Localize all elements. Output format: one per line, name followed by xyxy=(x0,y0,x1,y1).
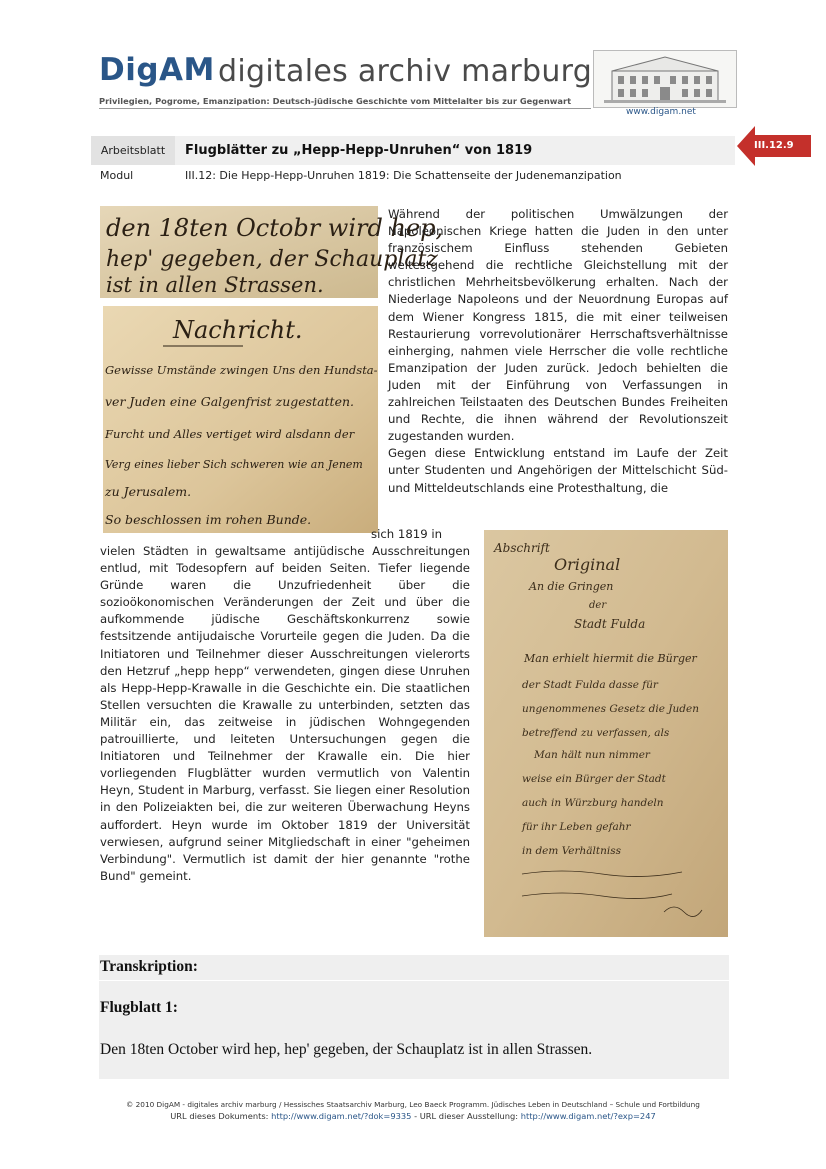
archive-building-image xyxy=(593,50,737,108)
akte-line: in dem Verhältniss xyxy=(522,845,622,857)
doc-url-label: URL dieses Dokuments: xyxy=(170,1111,272,1121)
header-divider xyxy=(99,108,591,109)
intro-paragraph xyxy=(388,206,728,497)
akte-line: Man erhielt hiermit die Bürger xyxy=(524,652,697,665)
transcription-heading: Transkription: xyxy=(100,958,198,975)
flugblatt-2-image xyxy=(103,306,378,533)
flugblatt-2-line: Gewisse Umstände zwingen Uns den Hundsta- xyxy=(105,363,378,377)
arbeitsblatt-label: Arbeitsblatt xyxy=(91,136,175,165)
police-file-image xyxy=(484,530,728,937)
akte-line: betreffend zu verfassen, als xyxy=(522,727,670,739)
section-number: III.12.9 xyxy=(754,140,794,151)
exp-url-label: - URL dieser Ausstellung: xyxy=(411,1111,521,1121)
exp-url-link[interactable]: http://www.digam.net/?exp=247 xyxy=(520,1111,656,1121)
intro-text-2: Gegen diese Entwicklung entstand im Laufe der Zeit unter Studenten und Angehörigen der Mittelschicht Süd- und Mitteldeutschlands eine Protesthaltung, die xyxy=(388,446,728,495)
page-title: Flugblätter zu „Hepp-Hepp-Unruhen“ von 1819 xyxy=(185,143,533,158)
transcription-divider xyxy=(99,980,729,981)
flugblatt-2-line: zu Jerusalem. xyxy=(105,484,192,499)
akte-line: für ihr Leben gefahr xyxy=(522,821,631,833)
akte-line: der Stadt Fulda dasse für xyxy=(522,679,658,691)
akte-line: der xyxy=(589,600,607,611)
flugblatt-1-line: hep' gegeben, der Schauplatz xyxy=(106,247,438,272)
paragraph-continuation: sich 1819 in xyxy=(371,527,442,541)
site-url[interactable]: www.digam.net xyxy=(626,107,696,117)
akte-line: weise ein Bürger der Stadt xyxy=(522,773,666,785)
flugblatt-1-line: den 18ten Octobr wird hep, xyxy=(106,214,444,242)
footer-urls xyxy=(0,1111,826,1121)
main-paragraph: vielen Städten in gewaltsame antijüdische Ausschreitungen entlud, mit Todesopfern auf beiden Seiten. Tiefer liegende Gründe waren die Unzufriedenheit über die sozioökonomischen Veränderungen der Zeit und über die aufkommende jüdische Geschäftskonkurrenz sowie festsitzende antijudaische Vorurteile gegen die Juden. Da die Initiatoren und Teilnehmer dieser Ausschreitungen vielerorts den Hetzruf „hepp hepp“ verwendeten, gingen diese Unruhen als Hepp-Hepp-Krawalle in die Geschichte ein. Die staatlichen Stellen versuchten die Krawalle zu unterbinden, setzten das Militär ein, das zeitweise in jüdischen Wohngegenden patrouillierte, und leiteten Untersuchungen gegen die Initiatoren und Teilnehmer der Krawalle ein. Die hier vorliegenden Flugblätter wurden vermutlich von Valentin Heyn, Student in Marburg, verfasst. Sie liegen einer Resolution in den Polizeiakten bei, die zur weiteren Überwachung Heyns auffordert. Heyn wurde im Oktober 1819 der Universität verwiesen, aufgrund seiner Mitgliedschaft in einer "geheimen Verbindung". Vermutlich ist damit der hier genannte "rothe Bund" gemeint. xyxy=(100,544,470,883)
modul-label: Modul xyxy=(100,169,134,182)
flugblatt-2-line: ver Juden eine Galgenfrist zugestatten. xyxy=(105,394,354,409)
flugblatt-1-line: ist in allen Strassen. xyxy=(106,273,324,297)
transcription-text: Den 18ten October wird hep, hep' gegeben, der Schauplatz ist in allen Strassen. xyxy=(100,1041,593,1058)
doc-url-link[interactable]: http://www.digam.net/?dok=9335 xyxy=(271,1111,412,1121)
tagline: Privilegien, Pogrome, Emanzipation: Deutsch-jüdische Geschichte vom Mittelalter bis zur Gegenwart xyxy=(99,96,572,106)
flugblatt-label: Flugblatt 1: xyxy=(100,999,178,1016)
intro-text-1: Während der politischen Umwälzungen der Napoleonischen Kriege hatten die Juden in den unter französischem Einfluss stehenden Gebieten weitestgehend die rechtliche Gleichstellung mit der christlichen Mehrheitsbevölkerung erhalten. Nach der Niederlage Napoleons und der Neuordnung Europas auf dem Wiener Kongress 1815, die mit einer teilweisen Restaurierung vorrevolutionärer Herrschaftsverhältnisse einherging, nahmen viele Herrscher die volle rechtliche Emanzipation der Juden zurück. Jedoch behielten die Juden mit der Einführung von Verfassungen in zahlreichen Teilstaaten des Deutschen Bundes Freiheiten und Rechte, die ihnen während der Revolutionszeit zugestanden wurden. xyxy=(388,207,728,444)
akte-line: Abschrift xyxy=(494,541,550,555)
modul-text: III.12: Die Hepp-Hepp-Unruhen 1819: Die Schattenseite der Judenemanzipation xyxy=(185,169,622,182)
brand-logo: DigAM xyxy=(99,52,215,88)
akte-line: Man hält nun nimmer xyxy=(534,749,650,761)
akte-line: Original xyxy=(554,555,621,574)
flugblatt-2-line: Furcht und Alles vertiget wird alsdann der xyxy=(105,427,355,441)
flugblatt-1-image xyxy=(100,206,444,298)
flugblatt-2-line: Verg eines lieber Sich schweren wie an Jenem xyxy=(105,458,363,471)
akte-line: An die Gringen xyxy=(529,580,614,593)
akte-line: ungenommenes Gesetz die Juden xyxy=(522,703,699,715)
brand-subtitle: digitales archiv marburg xyxy=(218,54,593,89)
footer-copyright: © 2010 DigAM - digitales archiv marburg / Hessisches Staatsarchiv Marburg, Leo Baeck Programm. Jüdisches Leben in Deutschland – Schule und Fortbildung xyxy=(126,1100,700,1109)
flugblatt-2-line: Nachricht. xyxy=(173,316,303,344)
akte-line: Stadt Fulda xyxy=(574,617,646,631)
flugblatt-2-line: So beschlossen im rohen Bunde. xyxy=(105,512,312,527)
akte-line: auch in Würzburg handeln xyxy=(522,797,664,809)
